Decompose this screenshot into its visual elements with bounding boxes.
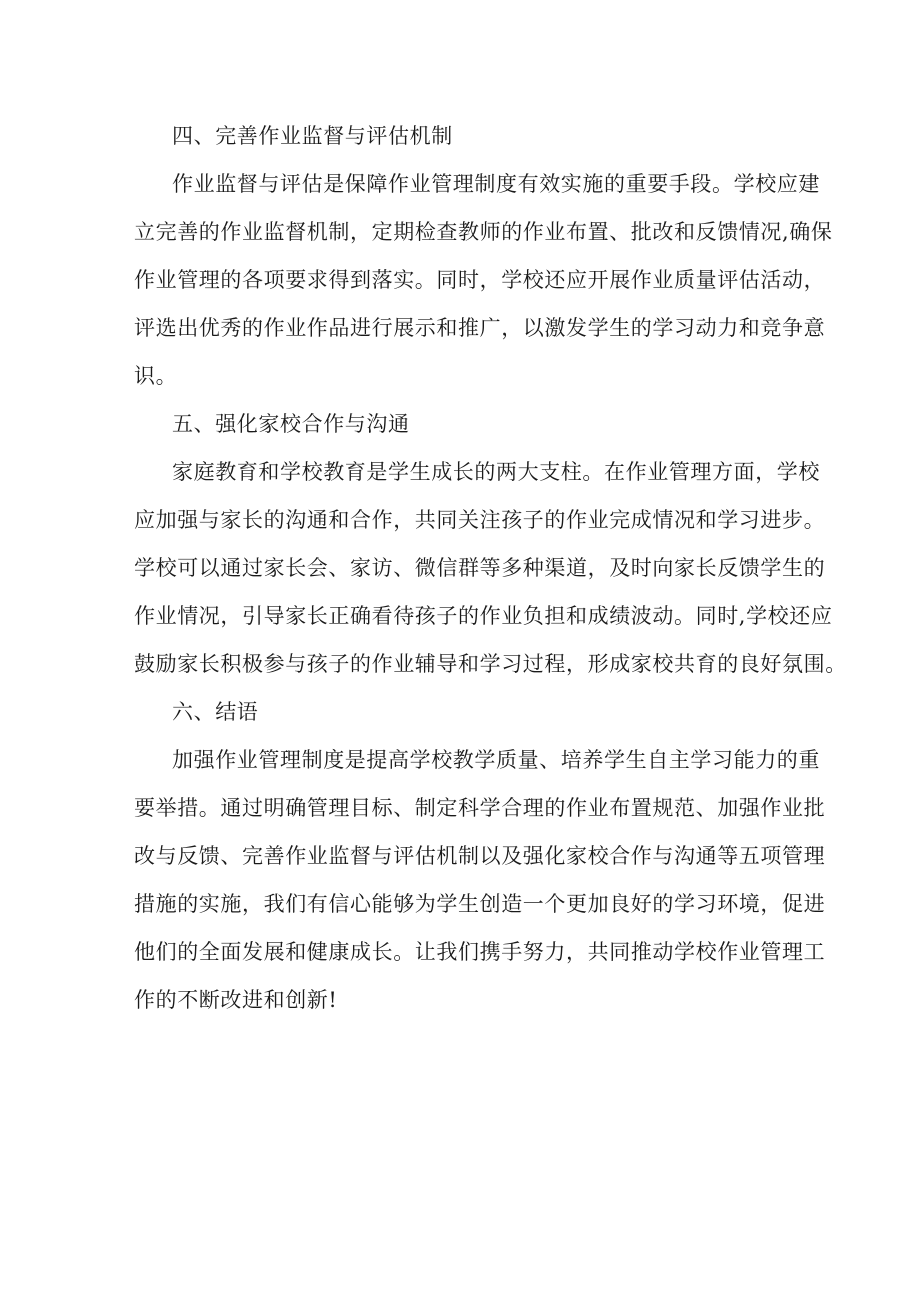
paragraph-line: 作业监督与评估是保障作业管理制度有效实施的重要手段。学校应建 [172,172,820,196]
paragraph-line: 改与反馈、完善作业监督与评估机制以及强化家校合作与沟通等五项管理 [134,844,826,868]
section-heading: 六、结语 [172,700,259,724]
paragraph-line: 加强作业管理制度是提高学校教学质量、培养学生自主学习能力的重 [172,748,820,772]
section-heading: 四、完善作业监督与评估机制 [172,124,453,148]
paragraph-line: 要举措。通过明确管理目标、制定科学合理的作业布置规范、加强作业批 [134,796,826,820]
paragraph-line: 家庭教育和学校教育是学生成长的两大支柱。在作业管理方面，学校 [172,460,820,484]
paragraph-line: 立完善的作业监督机制，定期检查教师的作业布置、批改和反馈情况,确保 [134,220,833,244]
paragraph-line: 识。 [134,364,178,388]
section-supervision [134,112,833,400]
paragraph-line: 作的不断改进和创新! [134,988,338,1012]
section-paragraph [134,160,833,400]
paragraph-line: 作业情况，引导家长正确看待孩子的作业负担和成绩波动。同时,学校还应 [134,604,833,628]
section-conclusion [134,688,826,1024]
document-page [134,112,847,1024]
section-paragraph [134,448,847,688]
paragraph-line: 鼓励家长积极参与孩子的作业辅导和学习过程，形成家校共育的良好氛围。 [134,652,847,676]
paragraph-line: 学校可以通过家长会、家访、微信群等多种渠道，及时向家长反馈学生的 [134,556,826,580]
paragraph-line: 评选出优秀的作业作品进行展示和推广，以激发学生的学习动力和竞争意 [134,316,826,340]
paragraph-line: 应加强与家长的沟通和合作，共同关注孩子的作业完成情况和学习进步。 [134,508,826,532]
section-home-school [134,400,847,688]
section-paragraph [134,736,826,1024]
paragraph-line: 措施的实施，我们有信心能够为学生创造一个更加良好的学习环境，促进 [134,892,826,916]
paragraph-line: 他们的全面发展和健康成长。让我们携手努力，共同推动学校作业管理工 [134,940,826,964]
section-heading: 五、强化家校合作与沟通 [172,412,410,436]
paragraph-line: 作业管理的各项要求得到落实。同时，学校还应开展作业质量评估活动， [134,268,826,292]
